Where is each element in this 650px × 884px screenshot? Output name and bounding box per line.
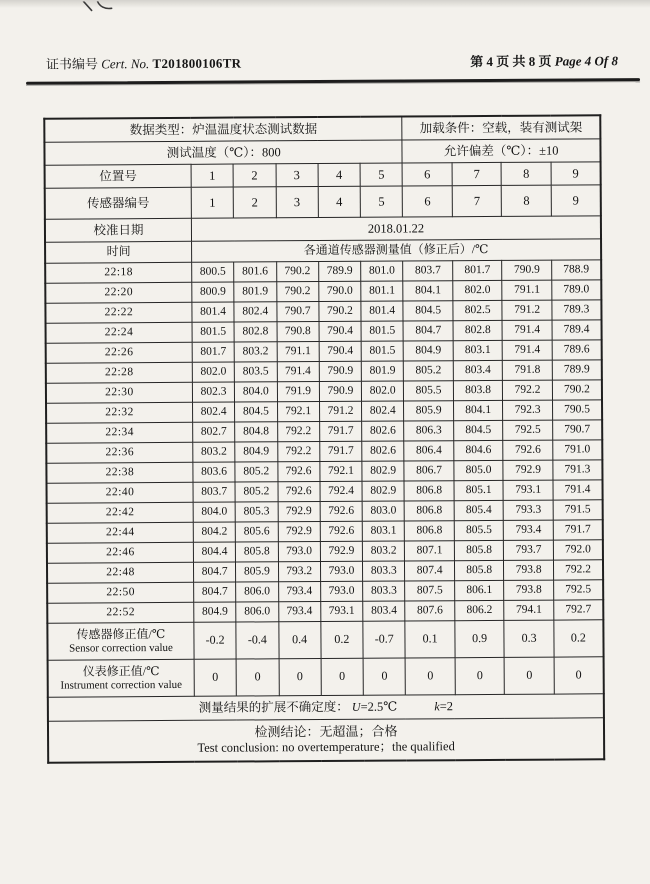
reading-value: 805.8 — [454, 560, 504, 580]
reading-value: 791.2 — [502, 300, 552, 320]
reading-value: 792.4 — [320, 481, 362, 501]
uncertainty-k-symbol: k — [434, 699, 440, 714]
reading-value: 790.9 — [319, 381, 361, 401]
reading-value: 793.0 — [278, 542, 320, 562]
sensor-correction-label — [47, 622, 194, 660]
reading-time: 22:34 — [46, 422, 193, 443]
position-row — [45, 162, 601, 188]
instrument-correction-value: 0 — [405, 658, 455, 695]
position-number: 1 — [191, 164, 233, 187]
reading-value: 801.5 — [192, 322, 234, 342]
reading-value: 793.1 — [321, 601, 363, 621]
reading-value: 804.9 — [235, 442, 277, 462]
test-temp-row — [44, 139, 600, 165]
reading-time: 22:38 — [46, 462, 193, 483]
reading-value: 805.2 — [235, 462, 277, 482]
sensor-number: 7 — [452, 185, 502, 216]
reading-time: 22:22 — [45, 302, 192, 323]
reading-value: 805.1 — [454, 480, 504, 500]
reading-value: 790.5 — [552, 400, 602, 420]
reading-value: 802.4 — [362, 401, 404, 421]
reading-value: 790.9 — [502, 260, 552, 280]
reading-value: 804.0 — [235, 382, 277, 402]
reading-value: 793.4 — [278, 602, 320, 622]
reading-value: 801.9 — [361, 361, 403, 381]
sensor-correction-value: 0.2 — [321, 621, 364, 658]
reading-time: 22:44 — [47, 522, 194, 543]
reading-time: 22:52 — [47, 602, 194, 623]
reading-value: 790.2 — [276, 262, 318, 282]
reading-value: 793.1 — [503, 480, 553, 500]
sensor-number: 6 — [403, 186, 453, 217]
handwritten-mark-cropped — [78, 1, 118, 13]
reading-value: 802.0 — [453, 280, 503, 300]
reading-value: 792.6 — [503, 440, 553, 460]
reading-value: 802.0 — [192, 362, 234, 382]
reading-value: 806.8 — [405, 501, 455, 521]
reading-value: 803.1 — [453, 340, 503, 360]
sensor-correction-label-en: Sensor correction value — [69, 641, 173, 655]
reading-value: 791.4 — [553, 480, 603, 500]
position-number: 6 — [402, 163, 452, 186]
reading-value: 802.6 — [362, 441, 404, 461]
position-number: 4 — [318, 163, 360, 186]
reading-value: 807.1 — [405, 541, 455, 561]
reading-value: 791.4 — [503, 340, 553, 360]
calibration-date-row — [45, 216, 601, 242]
instrument-correction-label-zh: 仪表修正值/℃ — [82, 663, 160, 679]
reading-time: 22:40 — [47, 482, 194, 503]
instrument-correction-value: 0 — [554, 657, 604, 694]
conclusion-cell — [48, 718, 604, 763]
position-number: 5 — [360, 163, 402, 186]
reading-value: 792.6 — [277, 462, 319, 482]
reading-value: 802.6 — [362, 421, 404, 441]
reading-value: 802.8 — [453, 320, 503, 340]
allowed-deviation-cell: 允许偏差（℃）：±10 — [402, 139, 600, 163]
sensor-correction-value: 0.2 — [554, 620, 604, 657]
position-number: 2 — [233, 164, 275, 187]
reading-value: 792.7 — [554, 600, 604, 620]
reading-value: 803.3 — [363, 581, 405, 601]
reading-value: 804.0 — [193, 502, 235, 522]
reading-value: 807.4 — [405, 561, 455, 581]
position-number: 9 — [551, 162, 601, 185]
reading-value: 788.9 — [552, 260, 602, 280]
reading-value: 804.5 — [235, 402, 277, 422]
reading-value: 789.3 — [552, 300, 602, 320]
reading-value: 802.8 — [234, 322, 276, 342]
reading-value: 804.7 — [403, 321, 453, 341]
reading-value: 806.3 — [404, 421, 454, 441]
reading-time: 22:36 — [46, 442, 193, 463]
reading-value: 791.5 — [553, 500, 603, 520]
measurement-table — [43, 114, 605, 763]
reading-value: 806.0 — [236, 582, 278, 602]
reading-value: 793.4 — [504, 520, 554, 540]
reading-value: 805.2 — [404, 361, 454, 381]
reading-value: 806.7 — [404, 461, 454, 481]
reading-time: 22:46 — [47, 542, 194, 563]
page-number-line — [470, 50, 618, 70]
reading-value: 801.9 — [234, 282, 276, 302]
reading-value: 807.5 — [405, 581, 455, 601]
reading-value: 791.7 — [319, 421, 361, 441]
reading-value: 789.4 — [552, 320, 602, 340]
conclusion-zh: 检测结论：无超温；合格 — [254, 723, 398, 740]
reading-value: 805.4 — [454, 500, 504, 520]
instrument-correction-value: 0 — [504, 657, 554, 694]
reading-value: 791.0 — [553, 440, 603, 460]
data-type-cell: 数据类型：炉温温度状态测试数据 — [44, 117, 402, 143]
reading-value: 794.1 — [504, 600, 554, 620]
reading-value: 801.4 — [361, 301, 403, 321]
uncertainty-u-symbol: U — [351, 699, 361, 714]
sensor-correction-value: 0.9 — [455, 620, 505, 657]
reading-value: 806.1 — [455, 580, 505, 600]
reading-value: 790.7 — [553, 420, 603, 440]
reading-value: 792.2 — [277, 422, 319, 442]
reading-value: 805.3 — [235, 502, 277, 522]
reading-value: 806.4 — [404, 441, 454, 461]
reading-value: 804.2 — [193, 522, 235, 542]
sensor-correction-value: 0.4 — [278, 622, 321, 659]
reading-value: 792.2 — [503, 380, 553, 400]
reading-value: 804.5 — [403, 301, 453, 321]
reading-value: 793.8 — [504, 580, 554, 600]
reading-value: 792.6 — [278, 482, 320, 502]
reading-value: 800.5 — [192, 262, 234, 282]
reading-value: 793.2 — [278, 562, 320, 582]
reading-value: 803.2 — [234, 342, 276, 362]
reading-value: 803.3 — [363, 561, 405, 581]
cert-number: T201800106TR — [152, 55, 242, 72]
reading-value: 791.9 — [277, 382, 319, 402]
reading-value: 802.7 — [193, 422, 235, 442]
cert-label-en: Cert. No. — [101, 56, 150, 72]
reading-value: 789.0 — [552, 280, 602, 300]
reading-value: 792.0 — [553, 540, 603, 560]
calibration-date-label: 校准日期 — [45, 218, 192, 242]
reading-value: 804.9 — [404, 341, 454, 361]
reading-time: 22:48 — [47, 562, 194, 583]
page-info-zh: 第 4 页 共 8 页 — [470, 53, 552, 70]
reading-value: 801.7 — [192, 342, 234, 362]
reading-value: 792.2 — [553, 560, 603, 580]
sensor-correction-label-zh: 传感器修正值/℃ — [76, 626, 166, 642]
header-rule — [26, 78, 640, 85]
reading-value: 793.8 — [504, 560, 554, 580]
reading-value: 790.0 — [319, 281, 361, 301]
sensor-number: 9 — [551, 185, 601, 216]
reading-value: 801.0 — [361, 261, 403, 281]
reading-value: 791.4 — [277, 362, 319, 382]
reading-value: 803.4 — [453, 360, 503, 380]
reading-value: 802.4 — [192, 402, 234, 422]
reading-value: 803.2 — [193, 442, 235, 462]
sensor-correction-value: 0.3 — [504, 620, 554, 657]
reading-value: 791.7 — [320, 441, 362, 461]
reading-time: 22:50 — [47, 582, 194, 603]
reading-value: 793.4 — [278, 582, 320, 602]
reading-value: 804.4 — [193, 542, 235, 562]
reading-value: 792.9 — [278, 502, 320, 522]
reading-time: 22:18 — [45, 262, 192, 283]
reading-value: 805.6 — [235, 522, 277, 542]
reading-value: 803.7 — [193, 482, 235, 502]
sensor-number: 1 — [191, 187, 233, 218]
reading-time: 22:28 — [46, 362, 193, 383]
reading-value: 792.5 — [554, 580, 604, 600]
reading-value: 802.0 — [361, 381, 403, 401]
reading-value: 801.5 — [361, 321, 403, 341]
reading-value: 805.8 — [236, 542, 278, 562]
instrument-correction-value: 0 — [321, 658, 364, 695]
reading-value: 801.7 — [453, 260, 503, 280]
reading-value: 803.4 — [363, 601, 405, 621]
reading-value: 802.9 — [362, 481, 404, 501]
reading-value: 789.9 — [318, 261, 360, 281]
reading-value: 789.6 — [552, 340, 602, 360]
test-temp-cell: 测试温度（℃）：800 — [44, 140, 402, 165]
instrument-correction-value: 0 — [363, 658, 406, 695]
reading-value: 806.8 — [405, 521, 455, 541]
position-label: 位置号 — [45, 164, 192, 188]
reading-time: 22:30 — [46, 382, 193, 403]
reading-value: 790.9 — [319, 361, 361, 381]
reading-value: 805.9 — [404, 401, 454, 421]
reading-value: 805.5 — [454, 520, 504, 540]
reading-value: 791.7 — [553, 520, 603, 540]
reading-value: 805.5 — [404, 381, 454, 401]
reading-value: 806.2 — [455, 600, 505, 620]
reading-value: 806.8 — [404, 481, 454, 501]
sensor-number: 8 — [502, 185, 552, 216]
reading-value: 790.4 — [319, 341, 361, 361]
uncertainty-k-value: =2 — [439, 699, 454, 714]
reading-value: 803.5 — [235, 362, 277, 382]
reading-value: 805.9 — [236, 562, 278, 582]
sensor-correction-value: -0.4 — [236, 622, 279, 659]
reading-value: 801.4 — [192, 302, 234, 322]
reading-value: 793.7 — [504, 540, 554, 560]
uncertainty-u-value: =2.5℃ — [360, 699, 398, 714]
uncertainty-cell — [48, 694, 604, 721]
cert-label-zh: 证书编号 — [45, 56, 99, 72]
reading-value: 804.7 — [194, 582, 236, 602]
reading-value: 802.5 — [453, 300, 503, 320]
reading-value: 804.1 — [453, 400, 503, 420]
reading-value: 806.0 — [236, 602, 278, 622]
sensor-correction-row — [47, 620, 603, 660]
sensor-correction-value: -0.2 — [194, 622, 237, 659]
reading-value: 792.9 — [320, 541, 362, 561]
reading-time: 22:26 — [46, 342, 193, 363]
reading-value: 803.7 — [403, 261, 453, 281]
data-type-row — [44, 115, 600, 142]
channel-measurement-header: 各通道传感器测量值（修正后）/℃ — [191, 239, 601, 263]
reading-value: 790.4 — [319, 321, 361, 341]
reading-value: 792.6 — [320, 501, 362, 521]
reading-value: 804.5 — [454, 420, 504, 440]
sensor-correction-value: -0.7 — [363, 621, 406, 658]
reading-value: 805.8 — [454, 540, 504, 560]
reading-value: 805.0 — [454, 460, 504, 480]
instrument-correction-value: 0 — [194, 659, 237, 696]
calibration-date-value: 2018.01.22 — [191, 216, 601, 242]
reading-value: 805.2 — [235, 482, 277, 502]
reading-value: 793.3 — [504, 500, 554, 520]
uncertainty-row — [48, 694, 604, 721]
instrument-correction-label — [48, 659, 195, 697]
instrument-correction-value: 0 — [455, 657, 505, 694]
reading-value: 791.1 — [502, 280, 552, 300]
reading-value: 792.1 — [277, 402, 319, 422]
page-header — [46, 50, 618, 72]
reading-value: 793.0 — [320, 561, 362, 581]
reading-value: 791.1 — [277, 342, 319, 362]
sensor-number: 4 — [318, 186, 360, 217]
reading-value: 791.8 — [503, 360, 553, 380]
conclusion-row — [48, 718, 604, 763]
reading-value: 790.8 — [277, 322, 319, 342]
reading-time: 22:20 — [45, 282, 192, 303]
reading-value: 792.1 — [320, 461, 362, 481]
reading-value: 803.6 — [193, 462, 235, 482]
instrument-correction-row — [48, 657, 604, 697]
sensor-number: 3 — [276, 187, 318, 218]
sensor-correction-value: 0.1 — [405, 621, 455, 658]
reading-value: 790.7 — [276, 302, 318, 322]
reading-value: 807.6 — [405, 601, 455, 621]
reading-value: 804.7 — [193, 562, 235, 582]
reading-value: 804.8 — [235, 422, 277, 442]
reading-time: 22:42 — [47, 502, 194, 523]
reading-value: 804.9 — [194, 602, 236, 622]
reading-value: 792.9 — [503, 460, 553, 480]
reading-time: 22:32 — [46, 402, 193, 423]
instrument-correction-value: 0 — [279, 659, 322, 696]
reading-value: 801.5 — [361, 341, 403, 361]
sensor-number: 5 — [360, 186, 403, 217]
position-number: 7 — [452, 162, 502, 185]
reading-value: 803.1 — [362, 521, 404, 541]
reading-value: 793.0 — [320, 581, 362, 601]
reading-value: 801.6 — [234, 262, 276, 282]
reading-value: 792.3 — [503, 400, 553, 420]
reading-value: 803.8 — [453, 380, 503, 400]
reading-value: 802.9 — [362, 461, 404, 481]
reading-value: 803.2 — [362, 541, 404, 561]
sensor-number-label: 传感器编号 — [45, 187, 192, 219]
reading-value: 791.3 — [553, 460, 603, 480]
reading-value: 790.2 — [552, 380, 602, 400]
reading-value: 803.0 — [362, 501, 404, 521]
reading-value: 789.9 — [552, 360, 602, 380]
reading-value: 804.6 — [454, 440, 504, 460]
instrument-correction-label-en: Instrument correction value — [60, 678, 183, 692]
reading-value: 792.6 — [320, 521, 362, 541]
sensor-number-row — [45, 185, 601, 219]
readings-body — [45, 260, 603, 623]
reading-value: 790.2 — [319, 301, 361, 321]
reading-value: 802.3 — [192, 382, 234, 402]
reading-value: 804.1 — [403, 281, 453, 301]
conclusion-en: Test conclusion: no overtemperature；the qualified — [197, 739, 455, 756]
time-label: 时间 — [45, 241, 192, 263]
position-number: 3 — [276, 164, 318, 187]
reading-value: 802.4 — [234, 302, 276, 322]
load-condition-cell: 加载条件：空载，装有测试架 — [402, 115, 600, 140]
sensor-number: 2 — [233, 187, 275, 218]
reading-value: 792.2 — [277, 442, 319, 462]
reading-value: 801.1 — [361, 281, 403, 301]
reading-time: 22:24 — [46, 322, 193, 343]
instrument-correction-value: 0 — [236, 659, 279, 696]
reading-value: 792.5 — [503, 420, 553, 440]
reading-value: 790.2 — [276, 282, 318, 302]
certificate-number-line — [46, 53, 242, 73]
position-number: 8 — [501, 162, 551, 185]
uncertainty-label: 测量结果的扩展不确定度： — [198, 699, 349, 715]
reading-value: 791.2 — [319, 401, 361, 421]
reading-value: 800.9 — [192, 282, 234, 302]
reading-value: 791.4 — [502, 320, 552, 340]
page-info-en: Page 4 Of 8 — [554, 53, 618, 69]
reading-value: 792.9 — [278, 522, 320, 542]
